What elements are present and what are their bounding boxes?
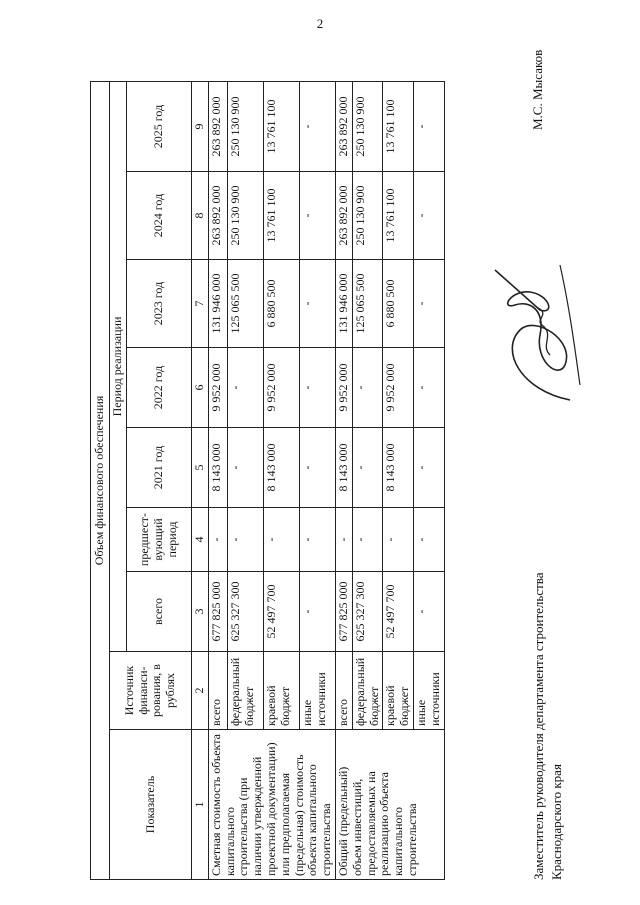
page-number: 2 <box>316 16 324 31</box>
value-cell: - <box>413 572 444 652</box>
index-cell: 6 <box>191 348 208 428</box>
handwritten-signature <box>480 260 600 410</box>
header-previous: предшест-вующий период <box>126 508 191 572</box>
signatory-position <box>530 572 565 880</box>
value-cell: 52 497 700 <box>264 572 300 652</box>
value-cell: 9 952 000 <box>335 348 352 428</box>
value-cell: 9 952 000 <box>383 348 414 428</box>
value-cell: 13 761 100 <box>383 82 414 172</box>
source-cell: федеральный бюджет <box>228 652 264 730</box>
value-cell: - <box>300 508 336 572</box>
header-year: 2023 год <box>126 260 191 348</box>
value-cell: 13 761 100 <box>264 172 300 260</box>
header-period: Период реализации <box>110 82 127 652</box>
value-cell: 250 130 900 <box>352 82 383 172</box>
value-cell: - <box>228 428 264 508</box>
source-cell: краевой бюджет <box>383 652 414 730</box>
value-cell: - <box>300 428 336 508</box>
value-cell: 263 892 000 <box>335 172 352 260</box>
value-cell: - <box>413 348 444 428</box>
index-cell: 1 <box>191 730 208 880</box>
position-line: Краснодарского края <box>548 764 564 880</box>
header-year: 2022 год <box>126 348 191 428</box>
source-cell: краевой бюджет <box>264 652 300 730</box>
value-cell: 125 065 500 <box>228 260 264 348</box>
value-cell: 677 825 000 <box>208 572 228 652</box>
value-cell: 6 880 500 <box>383 260 414 348</box>
value-cell: 263 892 000 <box>335 82 352 172</box>
value-cell: 6 880 500 <box>264 260 300 348</box>
index-cell: 7 <box>191 260 208 348</box>
header-year: 2024 год <box>126 172 191 260</box>
value-cell: - <box>383 508 414 572</box>
value-cell: 8 143 000 <box>208 428 228 508</box>
value-cell: 250 130 900 <box>228 172 264 260</box>
value-cell: - <box>413 172 444 260</box>
value-cell: - <box>300 172 336 260</box>
value-cell: - <box>228 508 264 572</box>
value-cell: 9 952 000 <box>264 348 300 428</box>
value-cell: 52 497 700 <box>383 572 414 652</box>
header-year: 2021 год <box>126 428 191 508</box>
value-cell: 131 946 000 <box>335 260 352 348</box>
value-cell: - <box>352 508 383 572</box>
source-cell: федеральный бюджет <box>352 652 383 730</box>
value-cell: - <box>352 348 383 428</box>
value-cell: 125 065 500 <box>352 260 383 348</box>
table-title: Объем финансового обеспечения <box>91 82 110 880</box>
index-cell: 4 <box>191 508 208 572</box>
value-cell: - <box>413 428 444 508</box>
value-cell: - <box>300 82 336 172</box>
value-cell: - <box>335 508 352 572</box>
index-cell: 2 <box>191 652 208 730</box>
value-cell: 677 825 000 <box>335 572 352 652</box>
value-cell: 8 143 000 <box>383 428 414 508</box>
index-cell: 8 <box>191 172 208 260</box>
source-cell: иные источники <box>300 652 336 730</box>
value-cell: - <box>264 508 300 572</box>
value-cell: - <box>413 508 444 572</box>
header-source: Источник финанси-рования, в рублях <box>110 652 192 730</box>
value-cell: - <box>300 572 336 652</box>
value-cell: - <box>228 348 264 428</box>
value-cell: 250 130 900 <box>352 172 383 260</box>
value-cell: - <box>413 82 444 172</box>
value-cell: 263 892 000 <box>208 82 228 172</box>
value-cell: 13 761 100 <box>383 172 414 260</box>
table-body <box>208 82 444 880</box>
value-cell: 9 952 000 <box>208 348 228 428</box>
value-cell: 263 892 000 <box>208 172 228 260</box>
header-total: всего <box>126 572 191 652</box>
value-cell: 13 761 100 <box>264 82 300 172</box>
index-cell: 5 <box>191 428 208 508</box>
value-cell: - <box>352 428 383 508</box>
header-year: 2025 год <box>126 82 191 172</box>
index-cell: 3 <box>191 572 208 652</box>
source-cell: всего <box>335 652 352 730</box>
indicator-cell: Сметная стоимость объекта капитального строительства (при наличии утвержденной проектной документации) или предполагаемая (предельная) стоимость объекта капитального строительства <box>208 730 335 880</box>
value-cell: 8 143 000 <box>335 428 352 508</box>
indicator-cell: Общий (предельный) объем инвестиций, предоставляемых на реализацию объекта капитального строительства <box>335 730 444 880</box>
value-cell: - <box>300 348 336 428</box>
position-line: Заместитель руководителя департамента строительства <box>531 572 546 880</box>
value-cell: 625 327 300 <box>228 572 264 652</box>
financing-table <box>90 81 445 880</box>
source-cell: иные источники <box>413 652 444 730</box>
value-cell: 250 130 900 <box>228 82 264 172</box>
signatory-name: М.С. Мысаков <box>530 49 545 130</box>
table-row <box>335 82 352 880</box>
index-row <box>191 82 208 880</box>
rotated-page-content <box>0 35 640 880</box>
value-cell: - <box>208 508 228 572</box>
header-indicator: Показатель <box>110 730 192 880</box>
value-cell: 625 327 300 <box>352 572 383 652</box>
value-cell: 131 946 000 <box>208 260 228 348</box>
value-cell: - <box>413 260 444 348</box>
value-cell: - <box>300 260 336 348</box>
value-cell: 8 143 000 <box>264 428 300 508</box>
index-cell: 9 <box>191 82 208 172</box>
source-cell: всего <box>208 652 228 730</box>
table-row <box>208 82 228 880</box>
